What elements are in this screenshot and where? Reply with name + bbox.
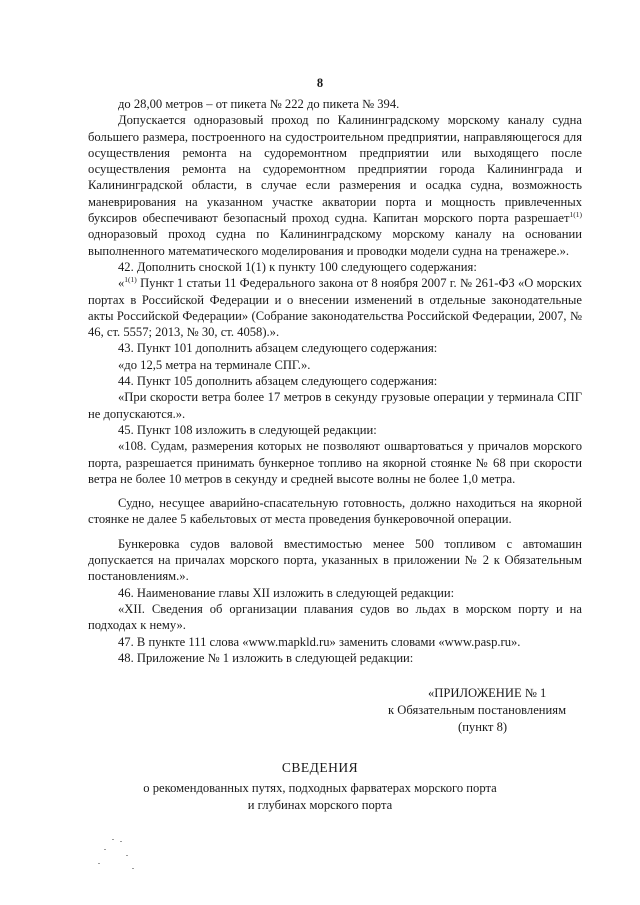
appendix-clause: (пункт 8) — [458, 720, 508, 734]
paragraph-item-47: 47. В пункте 111 слова «www.mapkld.ru» заменить словами «www.pasp.ru». — [118, 634, 521, 649]
passage-text-part1: Допускается одноразовый проход по Калининградскому морскому каналу судна большего размера, построенного на судостроительном предприятии, направляющегося для осуществления ремонта на судоремонтном предприятии или выходящего после осуществления ремонта на судоремонтном предприятии города Калининграда и Калининградской области, в случае если размерения и осадка судна, возможность маневрирования на указанном участке акватории порта и мощность привлеченных буксиров обеспечивают безопасный проход судна. Капитан морского порта разрешает — [88, 113, 582, 226]
paragraph-item-48: 48. Приложение № 1 изложить в следующей редакции: — [118, 650, 414, 665]
scan-speckles — [90, 835, 170, 885]
footnote-body: Пункт 1 статьи 11 Федерального закона от 8 ноября 2007 г. № 261-ФЗ «О морских портах в Российской Федерации и о внесении изменений в отдельные законодательные акты Российской Федерации» (Собрание законодательства Российской Федерации, 2007, № 46, ст. 5557; 2013, № 30, ст. 4058).». — [88, 276, 582, 340]
footnote-ref: 1(1) — [569, 210, 582, 220]
paragraph-rescue-readiness: Судно, несущее аварийно-спасательную готовность, должно находиться на якорной стоянке не далее 5 кабельтовых от места проведения бункеровочной операции. — [88, 496, 582, 527]
paragraph-item-43-text: «до 12,5 метра на терминале СПГ.». — [118, 357, 311, 372]
paragraph-item-46: 46. Наименование главы XII изложить в следующей редакции: — [118, 585, 455, 600]
appendix-title: «ПРИЛОЖЕНИЕ № 1 — [428, 686, 547, 700]
body-text — [88, 96, 582, 666]
paragraph-item-42: 42. Дополнить сноской 1(1) к пункту 100 следующего содержания: — [118, 259, 477, 274]
appendix-header — [340, 685, 590, 736]
paragraph-chapter-xii: «XII. Сведения об организации плавания судов во льдах в морском порту и на подходах к нему». — [88, 601, 582, 633]
footnote-mark: 1(1) — [124, 275, 137, 285]
footnote-open-quote: « — [118, 276, 125, 291]
section-subtitle — [0, 780, 640, 813]
section-title: СВЕДЕНИЯ — [281, 760, 359, 775]
paragraph-one-time-passage — [88, 112, 582, 259]
paragraph-item-108: «108. Судам, размерения которых не позволяют ошвартоваться у причалов морского порта, разрешается принимать бункерное топливо на якорной стоянке № 68 при скорости ветра не более 10 метров в секунду и средней высоте волны не более 1,0 метра. — [88, 439, 582, 486]
page-number: 8 — [316, 76, 324, 90]
paragraph-item-44: 44. Пункт 105 дополнить абзацем следующего содержания: — [118, 374, 438, 389]
paragraph-item-43: 43. Пункт 101 дополнить абзацем следующего содержания: — [118, 341, 438, 356]
subtitle-line-2: и глубинах морского порта — [247, 797, 393, 812]
passage-text-part2: одноразовый проход судна по Калининградскому морскому каналу на основании выполненного математического моделирования и проводки модели судна на тренажере.». — [88, 227, 582, 258]
paragraph-item-44-text: «При скорости ветра более 17 метров в секунду грузовые операции у терминала СПГ не допускаются.». — [88, 390, 582, 421]
appendix-reference: к Обязательным постановлениям — [388, 703, 567, 717]
paragraph-bunkering: Бункеровка судов валовой вместимостью менее 500 топливом с автомашин допускается на причалах морского порта, указанных в приложении № 2 к Обязательным постановлениям.». — [88, 536, 582, 584]
paragraph-item-45: 45. Пункт 108 изложить в следующей редакции: — [118, 422, 377, 437]
subtitle-line-1: о рекомендованных путях, подходных фарватерах морского порта — [143, 781, 497, 795]
paragraph-footnote-text — [88, 275, 582, 340]
paragraph-depth-range: до 28,00 метров – от пикета № 222 до пикета № 394. — [118, 97, 400, 111]
